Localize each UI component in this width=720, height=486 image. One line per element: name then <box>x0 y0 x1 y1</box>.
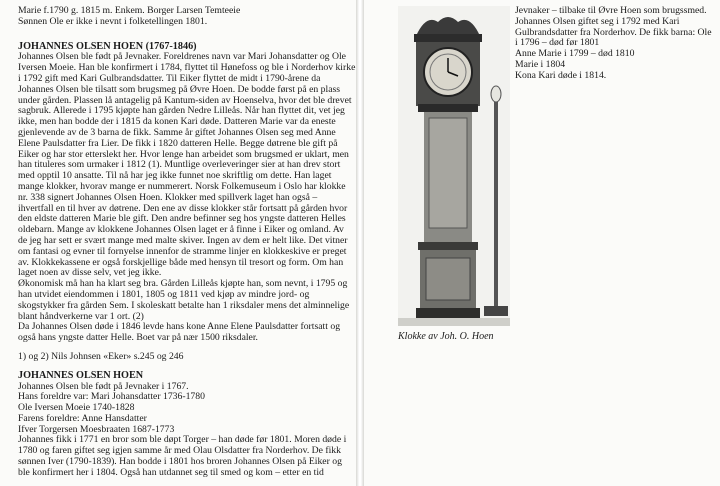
photo-caption: Klokke av Joh. O. Hoen <box>398 331 494 342</box>
text-line: ihvertfall en til hver av døtrene. Den ene av disse klokker står fortsatt på gården hvor <box>18 202 348 214</box>
left-text-column <box>18 5 356 479</box>
text-line: 1780 og faren giftet seg igjen samme år med Olau Olsdatter fra Norderhov. De fikk <box>18 445 341 457</box>
text-line: sagbruk. Allerede i 1795 kjøpte han gården Nedre Lilleås. Når han flyttet dit, vet jeg <box>18 105 345 117</box>
text-line: ble konfirmert her i 1804. Også han utdannet seg til smed og kom – etter en tid <box>18 466 324 478</box>
section-heading: JOHANNES OLSEN HOEN <box>18 369 144 381</box>
right-text-column <box>515 6 715 82</box>
text-line: skogstykker fra gården Sem. I skoleskatt betalte han 1 riksdaler mens det alminnelige <box>18 299 350 311</box>
text-line: Elene Paulsdatter fra Lier. De fikk i 1820 datteren Helle. Begge døtrene ble gift på <box>18 137 338 149</box>
text-line: den eldste datteren Marie ble gift. Den andre befinner seg hos yngste datteren Helles <box>18 213 346 225</box>
text-line: han tituleres som urmaker i 1812 (1). Muntlige overleveringer sier at han drev stort <box>18 159 341 171</box>
text-line: Ifver Torgersen Moesbraaten 1687-1773 <box>18 423 175 435</box>
intro-line: Sønnen Ole er ikke i nevnt i folketellingen 1801. <box>18 15 208 27</box>
text-line: med opptil 10 ansatte. Til nå har jeg ikke funnet noe skriftlig om dette. Han laget <box>18 170 332 182</box>
text-line: under gården. Plassen lå antagelig på Kantum-siden av Hoenselva, hvor det ble drevet <box>18 94 352 106</box>
text-line: blant håndverkerne var 1 ort. (2) <box>18 310 144 322</box>
text-line: Marie i 1804 <box>515 58 566 70</box>
text-line: Jevnaker – tilbake til Øvre Hoen som brugssmed. <box>515 5 707 16</box>
text-line: oldebarn. Mange av klokkene Johannes Olsen laget er å finne i Eiker og omland. Av <box>18 224 344 236</box>
footnote: 1) og 2) Nils Johnsen «Eker» s.245 og 246 <box>18 350 184 362</box>
text-line: om fantasi og evner til fornyelse innenfor de stramme linjer en klokkeskive er preget <box>18 245 347 257</box>
text-line: gjenlevende av de 3 barna de fikk. Samme år giftet Johannes Olsen seg med Anne <box>18 126 336 138</box>
text-line: Anne Marie i 1799 – død 1810 <box>515 48 635 60</box>
text-line: Kona Kari døde i 1814. <box>515 69 607 81</box>
section-body <box>18 51 356 344</box>
text-line: ikke, men han bodde der i 1815 da konen Kari døde. Datteren Marie var da eneste <box>18 116 336 128</box>
book-gutter <box>356 0 364 486</box>
text-line: Farens foreldre: Anne Hansdatter <box>18 412 147 424</box>
grandfather-clock-photo <box>398 6 510 326</box>
text-line: Johannes Olsen ble født på Jevnaker. Foreldrenes navn var Mari Johansdatter og Ole <box>18 51 346 63</box>
intro-line: Marie f.1790 g. 1815 m. Enkem. Borger Larsen Temteeie <box>18 5 241 16</box>
right-body <box>515 6 715 82</box>
text-line: sønnen Iver (1790-1839). Han bodde i 1801 hos broren Johannes Olsen på Eiker og <box>18 456 342 468</box>
text-line: Gulbrandsdatter fra Norderhov. De fikk barna: Ole <box>515 26 712 38</box>
text-line: Johannes Olsen ble tilsatt som brugsmeg på Øvre Hoen. De bodde først på en plass <box>18 83 341 95</box>
text-line: Iversen Moeie. Han ble konfirmert i 1784, flyttet til Hønefoss og ble i Norderhov kirke <box>18 62 356 74</box>
text-line: mange klokker, hvorav mange er nummerert. Norsk Folkemuseum i Oslo har klokke <box>18 180 346 192</box>
text-line: nr. 338 signert Johannes Olsen Hoen. Klokker med spillverk laget han også – <box>18 191 318 203</box>
text-line: Johannes Olsen giftet seg i 1792 med Kari <box>515 15 680 27</box>
text-line: Johannes Olsen ble født på Jevnaker i 1767. <box>18 380 189 392</box>
text-line: Ole Iversen Moeie 1740-1828 <box>18 402 135 414</box>
section-body <box>18 382 352 479</box>
text-line: i 1796 – død før 1801 <box>515 37 600 49</box>
text-line: i 1792 gift med Kari Gulbrandsdatter. Til Eiker flyttet de midt i 1790-årene da <box>18 72 321 84</box>
text-line: av. Klokkekassene er også forskjellige både med hensyn til tresort og form. Om han <box>18 256 344 268</box>
text-line: han utvidet eiendommen i 1801, 1805 og 1811 ved kjøp av mindre jord- og <box>18 288 310 300</box>
text-line: også hans yngste datter Helle. Boet var på nær 1500 riksdaler. <box>18 332 258 344</box>
text-line: Eiker og har stor etterslekt her. Hvor lenge han arbeidet som brugsmed er uklart, men <box>18 148 349 160</box>
section-heading: JOHANNES OLSEN HOEN (1767-1846) <box>18 40 197 52</box>
text-line: Hans foreldre var: Mari Johansdatter 1736-1780 <box>18 391 205 403</box>
text-line: laget noen av disse selv, vet jeg ikke. <box>18 267 162 279</box>
text-line: Økonomisk må han ha klart seg bra. Gården Lilleås kjøpte han, som nevnt, i 1795 og <box>18 278 348 290</box>
text-line: Johannes fikk i 1771 en bror som ble døpt Torger – han døde før 1801. Moren døde i <box>18 434 347 446</box>
text-line: Da Johannes Olsen døde i 1846 levde hans kone Anne Elene Paulsdatter fortsatt og <box>18 321 341 333</box>
text-line: de jeg har sett er svært mange med malte skiver. Ingen av dem er helt like. Det vitner <box>18 234 348 246</box>
